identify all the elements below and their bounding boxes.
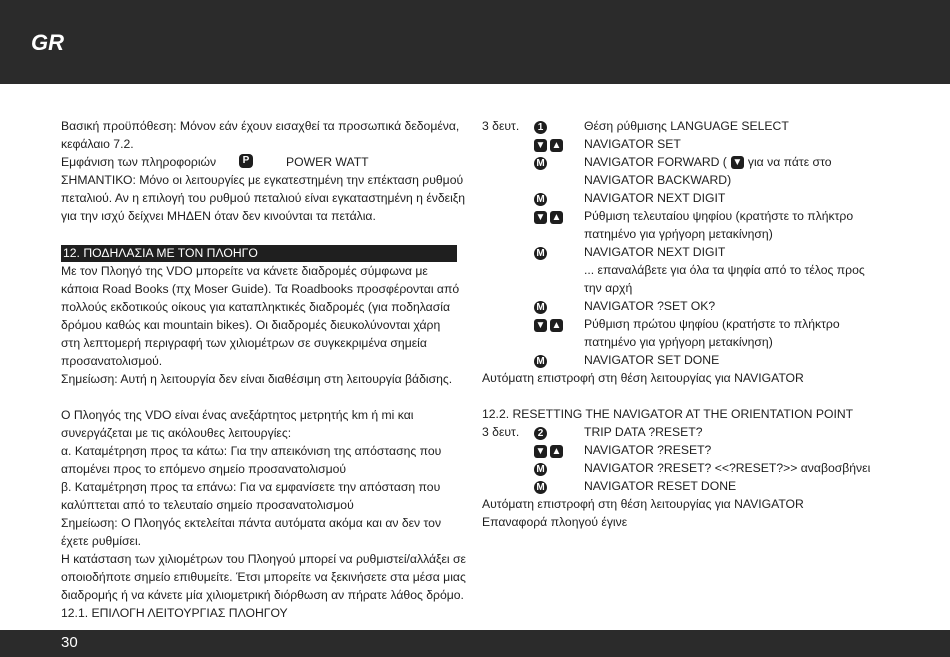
text-line: ΣΗΜΑΝΤΙΚΟ: Μόνο οι λειτουργίες με εγκατεστημένη την επέκταση ρυθμού (61, 173, 464, 187)
step-text: NAVIGATOR ?SET OK? (584, 299, 716, 313)
subsection-heading: 12.1. ΕΠΙΛΟΓΗ ΛΕΙΤΟΥΡΓΙΑΣ ΠΛΟΗΓΟΥ (61, 606, 288, 620)
step-row (482, 333, 902, 351)
m-key-icon: M (534, 301, 547, 314)
info-row (61, 153, 461, 171)
step-text: NAVIGATOR ?RESET? <<?RESET?>> αναβοσβήνει (584, 461, 871, 475)
step-row (482, 315, 902, 333)
step-row (482, 297, 902, 315)
section-heading: 12. ΠΟΔΗΛΑΣΙΑ ΜΕ ΤΟΝ ΠΛΟΗΓΟ (61, 245, 457, 262)
text-line: Η κατάσταση των χιλιομέτρων του Πλοηγού μπορεί να ρυθμιστεί/αλλάξει σε (61, 552, 466, 566)
text-line: απομένει προς το επόμενο σημείο προσανατολισμού (61, 462, 347, 476)
arrow-down-icon: ▼ (535, 140, 546, 152)
arrow-down-icon: ▼ (535, 320, 546, 332)
step-row (482, 423, 902, 441)
left-column (61, 117, 466, 622)
one-key-icon: 1 (534, 121, 547, 134)
text-line: Σημείωση: Ο Πλοηγός εκτελείται πάντα αυτόματα ακόμα και αν δεν τον (61, 516, 442, 530)
text-line: Σημείωση: Αυτή η λειτουργία δεν είναι διαθέσιμη στη λειτουργία βάδισης. (61, 372, 453, 386)
text-line: έχετε ρυθμίσει. (61, 534, 142, 548)
text-line: πεταλιού. Αν η επιλογή του ρυθμού πεταλιού είναι εγκαταστημένη η ένδειξη (61, 191, 466, 205)
step-row (482, 225, 902, 243)
step-row (482, 153, 902, 171)
step-row (482, 117, 902, 135)
text-line: Βασική προϋπόθεση: Μόνον εάν έχουν εισαχθεί τα προσωπικά δεδομένα, (61, 119, 460, 133)
text-line: δρόμου καθώς και mountain bikes). Οι διαδρομές διευκολύνονται χάρη (61, 318, 441, 332)
text-line: Αυτόματη επιστροφή στη θέση λειτουργίας για NAVIGATOR (482, 371, 804, 385)
step-row (482, 189, 902, 207)
text-line: για την ισχύ δείχνει ΜΗΔΕΝ όταν δεν κινούνται τα πετάλια. (61, 209, 376, 223)
step-row (482, 351, 902, 369)
step-text: για να πάτε στο (747, 155, 832, 169)
subsection-heading: 12.2. RESETTING THE NAVIGATOR AT THE ORIENTATION POINT (482, 407, 854, 421)
text-line: προσανατολισμού. (61, 354, 163, 368)
arrow-down-icon: ▼ (732, 157, 743, 169)
arrow-down-icon: ▼ (535, 212, 546, 224)
step-row (482, 135, 902, 153)
text-line: στη λεπτομερή περιγραφή των χιλιομέτρων σε συγκεκριμένα σημεία (61, 336, 427, 350)
m-key-icon: M (534, 193, 547, 206)
text-line: καλύπτεται από το τελευταίο σημείο προσανατολισμού (61, 498, 354, 512)
arrow-up-icon: ▲ (551, 140, 562, 152)
step-text: NAVIGATOR FORWARD ( (584, 155, 727, 169)
header-bar (0, 0, 950, 84)
arrow-up-icon: ▲ (551, 320, 562, 332)
text-line: κεφάλαιο 7.2. (61, 137, 134, 151)
text-line: β. Καταμέτρηση προς τα επάνω: Για να εμφανίσετε την απόσταση που (61, 480, 441, 494)
text-line: Αυτόματη επιστροφή στη θέση λειτουργίας για NAVIGATOR (482, 497, 804, 511)
step-time: 3 δευτ. (482, 425, 520, 439)
step-text: την αρχή (584, 281, 633, 295)
step-row (482, 279, 902, 297)
text-line: Με τον Πλοηγό της VDO μπορείτε να κάνετε διαδρομές σύμφωνα με (61, 264, 428, 278)
text-line: Επαναφορά πλοηγού έγινε (482, 515, 628, 529)
step-row (482, 243, 902, 261)
step-text: Ρύθμιση τελευταίου ψηφίου (κρατήστε το πλήκτρο (584, 209, 854, 223)
m-key-icon: M (534, 355, 547, 368)
m-key-icon: M (534, 157, 547, 170)
step-time: 3 δευτ. (482, 119, 520, 133)
info-label: Εμφάνιση των πληροφοριών (61, 155, 217, 169)
arrow-up-icon: ▲ (551, 446, 562, 458)
m-key-icon: M (534, 481, 547, 494)
step-text: πατημένο για γρήγορη μετακίνηση) (584, 227, 773, 241)
step-text: NAVIGATOR RESET DONE (584, 479, 737, 493)
step-row (482, 207, 902, 225)
step-text: Ρύθμιση πρώτου ψηφίου (κρατήστε το πλήκτρο (584, 317, 840, 331)
right-column (482, 117, 902, 531)
step-text: NAVIGATOR NEXT DIGIT (584, 191, 726, 205)
text-line: συνεργάζεται με τις ακόλουθες λειτουργίες: (61, 426, 292, 440)
text-line: Ο Πλοηγός της VDO είναι ένας ανεξάρτητος μετρητής km ή mi και (61, 408, 414, 422)
step-text: TRIP DATA ?RESET? (584, 425, 703, 439)
step-row (482, 459, 902, 477)
text-line: πολλούς εκδοτικούς οίκους για καταπληκτικές διαδρομές (για ποδηλασία (61, 300, 450, 314)
page-number: 30 (61, 634, 78, 651)
info-value: POWER WATT (286, 155, 369, 169)
two-key-icon: 2 (534, 427, 547, 440)
m-key-icon: M (534, 463, 547, 476)
step-row (482, 171, 902, 189)
text-line: οποιοδήποτε σημείο επιθυμείτε. Έτσι μπορείτε να ξεκινήσετε στα μέσα μιας (61, 570, 466, 584)
step-text: NAVIGATOR SET (584, 137, 681, 151)
text-line: α. Καταμέτρηση προς τα κάτω: Για την απεικόνιση της απόστασης που (61, 444, 442, 458)
arrow-down-icon: ▼ (535, 446, 546, 458)
step-text: NAVIGATOR SET DONE (584, 353, 720, 367)
arrow-up-icon: ▲ (551, 212, 562, 224)
step-text: NAVIGATOR ?RESET? (584, 443, 712, 457)
step-row (482, 477, 902, 495)
step-text: Θέση ρύθμισης LANGUAGE SELECT (584, 119, 789, 133)
footer-bar (0, 630, 950, 657)
m-key-icon: M (534, 247, 547, 260)
step-text: NAVIGATOR NEXT DIGIT (584, 245, 726, 259)
step-row (482, 261, 902, 279)
text-line: κάποια Road Books (πχ Moser Guide). Τα Roadbooks προσφέρονται από (61, 282, 460, 296)
p-key-icon: P (239, 154, 253, 168)
step-text: NAVIGATOR BACKWARD) (584, 173, 732, 187)
language-label: GR (31, 30, 64, 55)
step-text: πατημένο για γρήγορη μετακίνηση) (584, 335, 773, 349)
step-text: ... επαναλάβετε για όλα τα ψηφία από το τέλος προς (584, 263, 865, 277)
text-line: διαδρομής ή να κάνετε μία χιλιομετρική διόρθωση αν πήρατε λάθος δρόμο. (61, 588, 464, 602)
step-row (482, 441, 902, 459)
